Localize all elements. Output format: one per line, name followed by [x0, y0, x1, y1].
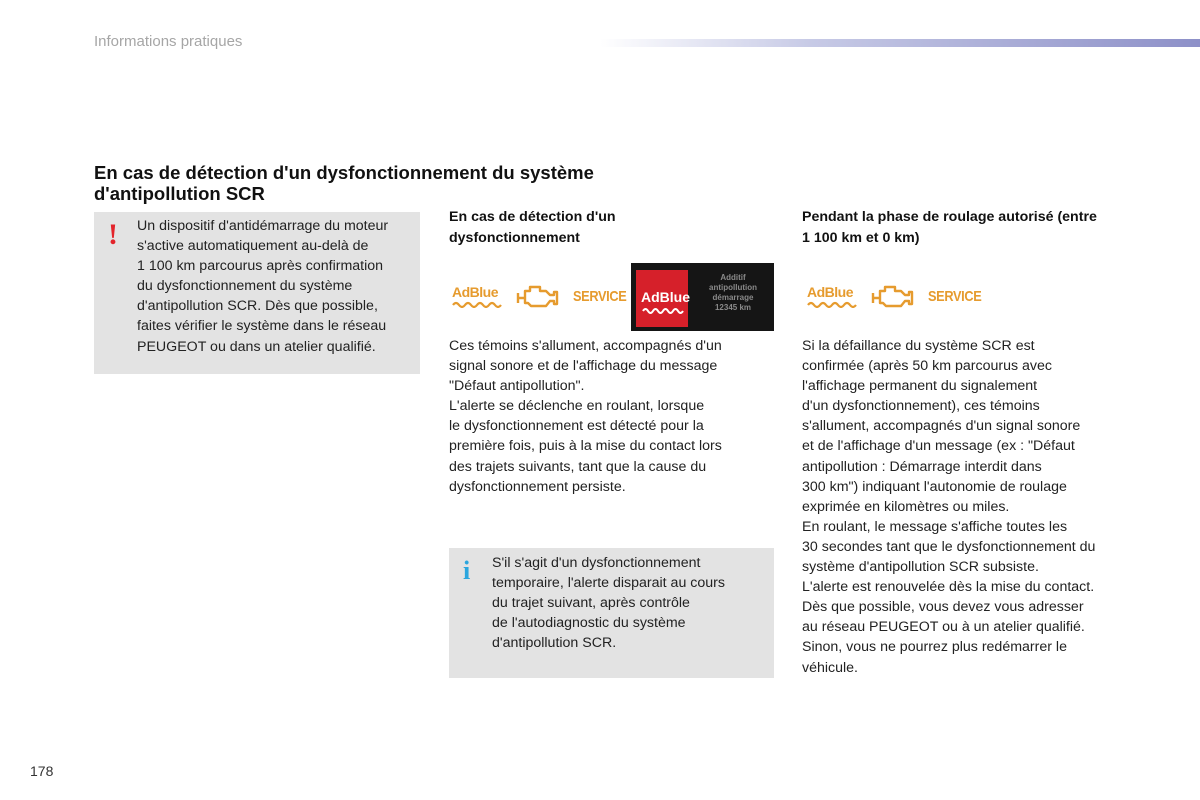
exclamation-icon: !	[108, 218, 118, 251]
rolling-line: L'alerte est renouvelée dès la mise du contact.	[802, 579, 1095, 596]
info-text	[492, 553, 767, 653]
rolling-line: Dès que possible, vous devez vous adresser	[802, 599, 1084, 616]
info-icon: i	[463, 556, 471, 585]
detection-line: le dysfonctionnement est détecté pour la	[449, 418, 704, 435]
detection-heading-line-1: En cas de détection d'un	[449, 209, 616, 225]
warning-line: faites vérifier le système dans le réseau	[137, 318, 387, 335]
info-line: S'il s'agit d'un dysfonctionnement	[492, 555, 701, 571]
dashboard-adblue-label: AdBlue	[641, 289, 690, 305]
dashboard-message: Additif antipollution démarrage 12345 km	[709, 273, 757, 312]
rolling-line: l'affichage permanent du signalement	[802, 378, 1038, 395]
detection-line: L'alerte se déclenche en roulant, lorsque	[449, 398, 705, 415]
warning-line: s'active automatiquement au-delà de	[137, 238, 369, 255]
rolling-line: véhicule.	[802, 659, 858, 676]
detection-heading	[449, 207, 769, 248]
rolling-line: Sinon, vous ne pourrez plus redémarrer le	[802, 639, 1067, 656]
detection-line: des trajets suivants, tant que la cause du	[449, 458, 707, 475]
warning-line: 1 100 km parcourus après confirmation	[137, 258, 384, 275]
engine-warning-icon	[871, 282, 915, 312]
rolling-line: exprimée en kilomètres ou miles.	[802, 498, 1010, 515]
adblue-indicator-icon	[452, 284, 504, 308]
warning-line: du dysfonctionnement du système	[137, 278, 353, 295]
detection-line: première fois, puis à la mise du contact lors	[449, 438, 722, 455]
section-title	[94, 162, 694, 204]
detection-line: dysfonctionnement persiste.	[449, 478, 626, 495]
adblue-indicator-label: AdBlue	[452, 284, 498, 300]
service-indicator-label: SERVICE	[573, 288, 627, 305]
dashboard-waves-icon	[642, 306, 684, 314]
info-line: temporaire, l'alerte disparait au cours	[492, 575, 725, 592]
rolling-line: et de l'affichage d'un message (ex : "Défaut	[802, 438, 1075, 455]
rolling-line: 30 secondes tant que le dysfonctionnement du	[802, 538, 1096, 555]
running-header: Informations pratiques	[94, 33, 243, 50]
detection-text	[449, 336, 774, 497]
header-gradient-bar	[600, 39, 1200, 47]
info-line: d'antipollution SCR.	[492, 635, 617, 652]
engine-warning-icon	[516, 282, 560, 312]
detection-line: signal sonore et de l'affichage du message	[449, 358, 718, 375]
info-line: de l'autodiagnostic du système	[492, 615, 686, 632]
rolling-heading-line-2: 1 100 km et 0 km)	[802, 229, 920, 246]
warning-text	[137, 216, 417, 357]
warning-line: d'antipollution SCR. Dès que possible,	[137, 298, 378, 315]
rolling-line: s'allument, accompagnés d'un signal sonore	[802, 418, 1081, 435]
rolling-line: confirmée (après 50 km parcourus avec	[802, 358, 1052, 375]
rolling-line: système d'antipollution SCR subsiste.	[802, 559, 1039, 576]
detection-heading-line-2: dysfonctionnement	[449, 229, 580, 246]
detection-line: "Défaut antipollution".	[449, 378, 585, 395]
rolling-heading-line-1: Pendant la phase de roulage autorisé (entre	[802, 209, 1097, 225]
page-number: 178	[30, 763, 54, 779]
rolling-text	[802, 336, 1142, 678]
detection-line: Ces témoins s'allument, accompagnés d'un	[449, 338, 722, 354]
section-title-line-2: d'antipollution SCR	[94, 183, 265, 204]
info-line: du trajet suivant, après contrôle	[492, 595, 690, 612]
adblue-indicator-icon	[807, 284, 859, 308]
adblue-indicator-label: AdBlue	[807, 284, 853, 300]
rolling-line: Si la défaillance du système SCR est	[802, 338, 1035, 354]
rolling-line: En roulant, le message s'affiche toutes les	[802, 518, 1068, 535]
rolling-heading	[802, 207, 1142, 248]
rolling-line: au réseau PEUGEOT ou à un atelier qualifié.	[802, 619, 1085, 636]
rolling-line: d'un dysfonctionnement), ces témoins	[802, 398, 1040, 415]
rolling-line: 300 km") indiquant l'autonomie de roulage	[802, 478, 1067, 495]
adblue-waves-icon	[452, 300, 504, 308]
section-title-line-1: En cas de détection d'un dysfonctionnement du système	[94, 162, 594, 183]
service-indicator-label: SERVICE	[928, 288, 982, 305]
warning-line: PEUGEOT ou dans un atelier qualifié.	[137, 338, 376, 355]
rolling-line: antipollution : Démarrage interdit dans	[802, 458, 1042, 475]
adblue-waves-icon	[807, 300, 859, 308]
warning-line: Un dispositif d'antidémarrage du moteur	[137, 218, 389, 234]
